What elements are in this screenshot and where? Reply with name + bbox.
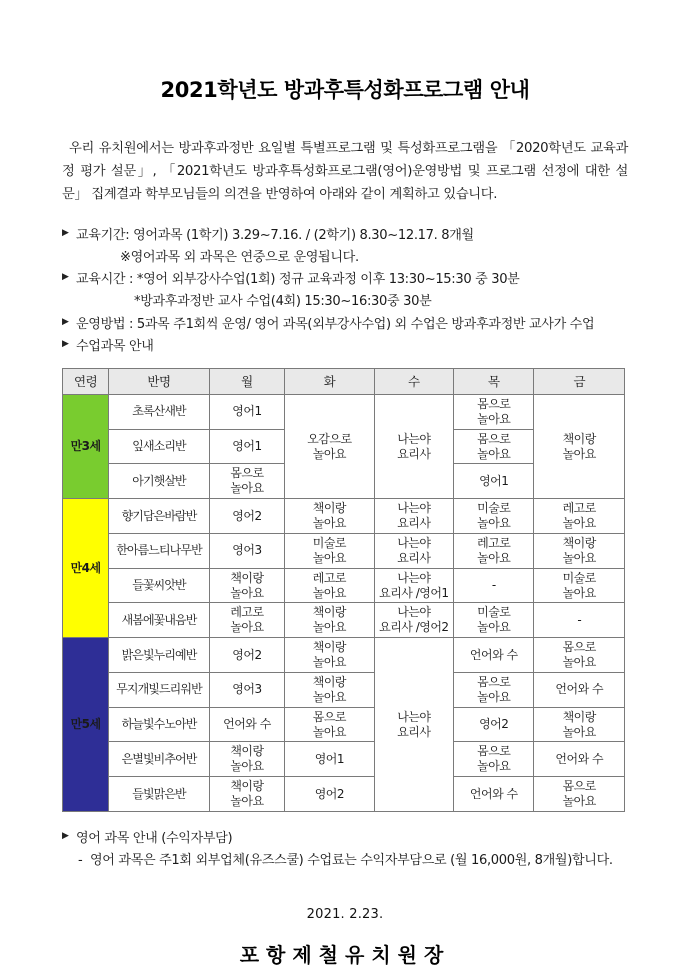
schedule-cell-fri: - <box>534 603 625 638</box>
class-name-cell: 들빛맑은반 <box>109 777 210 812</box>
schedule-cell-fri: 언어와 수 <box>534 672 625 707</box>
table-row <box>63 638 625 673</box>
bullet-item-time <box>62 269 628 290</box>
bullet-time-note: *방과후과정반 교사 수업(4회) 15:30~16:30중 30분 <box>134 294 432 310</box>
schedule-cell-mon: 영어1 <box>209 394 284 429</box>
schedule-cell-mon: 영어3 <box>209 672 284 707</box>
table-header-row <box>63 368 625 394</box>
bullet-item-period <box>62 225 628 246</box>
bullet-list <box>62 207 628 357</box>
bullet-time-text: 교육시간 : *영어 외부강사수업(1회) 정규 교육과정 이후 13:30~15:30 중 30분 <box>76 272 520 288</box>
triangle-bullet-icon: ▶ <box>62 227 69 238</box>
class-name-cell: 한아름느티나무반 <box>109 533 210 568</box>
english-notice-detail-row <box>62 850 628 871</box>
schedule-cell-wed: 나는야 요리사 <box>374 394 453 498</box>
age-group-cell: 만3세 <box>63 394 109 498</box>
schedule-cell-wed: 나는야 요리사 /영어1 <box>374 568 453 603</box>
col-header-thu: 목 <box>454 368 534 394</box>
class-name-cell: 무지개빛드리워반 <box>109 672 210 707</box>
dash-bullet-icon: - <box>78 853 83 869</box>
schedule-table-head <box>63 368 625 394</box>
english-notice-detail: 영어 과목은 주1회 외부업체(유즈스쿨) 수업료는 수익자부담으로 (월 16,000원, 8개월)합니다. <box>90 853 613 869</box>
class-name-cell: 초록산새반 <box>109 394 210 429</box>
english-notice-block <box>62 812 628 871</box>
schedule-cell-thu: - <box>454 568 534 603</box>
schedule-cell-mon: 책이랑 놀아요 <box>209 568 284 603</box>
schedule-table <box>62 368 625 812</box>
schedule-cell-wed: 나는야 요리사 <box>374 499 453 534</box>
schedule-cell-thu: 언어와 수 <box>454 638 534 673</box>
schedule-cell-tue: 책이랑 놀아요 <box>285 499 374 534</box>
table-row <box>63 568 625 603</box>
schedule-cell-fri: 언어와 수 <box>534 742 625 777</box>
class-name-cell: 향기담은바람반 <box>109 499 210 534</box>
col-header-tue: 화 <box>285 368 374 394</box>
class-name-cell: 하늘빛수노아반 <box>109 707 210 742</box>
english-notice-heading: 영어 과목 안내 (수익자부담) <box>76 830 233 846</box>
triangle-bullet-icon: ▶ <box>62 338 69 349</box>
intro-paragraph: 우리 유치원에서는 방과후과정반 요일별 특별프로그램 및 특성화프로그램을 「2020학년도 교육과정 평가 설문」, 「2021학년도 방과후특성화프로그램(영어)운영방법 및 프로그램 선정에 대한 설문」 집계결과 학부모님들의 의견을 반영하여 아래와 같이 계획하고 있습니다. <box>62 141 628 202</box>
schedule-cell-tue: 몸으로 놀아요 <box>285 707 374 742</box>
table-row <box>63 499 625 534</box>
schedule-cell-fri: 레고로 놀아요 <box>534 499 625 534</box>
age-group-cell: 만4세 <box>63 499 109 638</box>
signature-name: 포항제철유치원장 <box>239 943 451 968</box>
schedule-cell-mon: 영어3 <box>209 533 284 568</box>
page-title: 2021학년도 방과후특성화프로그램 안내 <box>160 78 530 102</box>
age-group-cell: 만5세 <box>63 638 109 812</box>
col-header-age: 연령 <box>63 368 109 394</box>
schedule-cell-mon: 책이랑 놀아요 <box>209 742 284 777</box>
col-header-class-name: 반명 <box>109 368 210 394</box>
schedule-cell-tue: 영어1 <box>285 742 374 777</box>
schedule-cell-thu: 몸으로 놀아요 <box>454 672 534 707</box>
schedule-cell-mon: 영어1 <box>209 429 284 464</box>
schedule-cell-thu: 미술로 놀아요 <box>454 499 534 534</box>
schedule-cell-thu: 언어와 수 <box>454 777 534 812</box>
english-notice-heading-row <box>62 828 628 849</box>
schedule-cell-thu: 몸으로 놀아요 <box>454 429 534 464</box>
bullet-method-text: 운영방법 : 5과목 주1회씩 운영/ 영어 과목(외부강사수업) 외 수업은 방과후과정반 교사가 수업 <box>76 316 595 332</box>
schedule-cell-thu: 레고로 놀아요 <box>454 533 534 568</box>
schedule-cell-mon: 책이랑 놀아요 <box>209 777 284 812</box>
schedule-cell-fri: 몸으로 놀아요 <box>534 638 625 673</box>
bullet-period-note: ※영어과목 외 과목은 연중으로 운영됩니다. <box>120 249 359 265</box>
bullet-item-method <box>62 314 628 335</box>
schedule-cell-mon: 언어와 수 <box>209 707 284 742</box>
schedule-cell-mon: 몸으로 놀아요 <box>209 464 284 499</box>
schedule-cell-mon: 레고로 놀아요 <box>209 603 284 638</box>
class-name-cell: 아기햇살반 <box>109 464 210 499</box>
table-row <box>63 533 625 568</box>
schedule-cell-tue: 영어2 <box>285 777 374 812</box>
table-row <box>63 777 625 812</box>
table-row <box>63 707 625 742</box>
col-header-wed: 수 <box>374 368 453 394</box>
schedule-cell-tue: 오감으로 놀아요 <box>285 394 374 498</box>
bullet-subjects-heading-text: 수업과목 안내 <box>76 338 154 354</box>
class-name-cell: 밝은빛누리예반 <box>109 638 210 673</box>
col-header-fri: 금 <box>534 368 625 394</box>
schedule-cell-tue: 책이랑 놀아요 <box>285 638 374 673</box>
class-name-cell: 새봄에꽃내음반 <box>109 603 210 638</box>
schedule-cell-wed: 나는야 요리사 /영어2 <box>374 603 453 638</box>
schedule-cell-tue: 레고로 놀아요 <box>285 568 374 603</box>
schedule-cell-fri: 책이랑 놀아요 <box>534 533 625 568</box>
schedule-cell-tue: 책이랑 놀아요 <box>285 603 374 638</box>
schedule-cell-thu: 몸으로 놀아요 <box>454 394 534 429</box>
bullet-item-subjects-heading <box>62 336 628 357</box>
table-row <box>63 672 625 707</box>
table-row <box>63 603 625 638</box>
schedule-cell-wed: 나는야 요리사 <box>374 638 453 812</box>
schedule-cell-thu: 영어1 <box>454 464 534 499</box>
col-header-mon: 월 <box>209 368 284 394</box>
triangle-bullet-icon: ▶ <box>62 272 69 283</box>
schedule-cell-tue: 미술로 놀아요 <box>285 533 374 568</box>
class-name-cell: 들꽃씨앗반 <box>109 568 210 603</box>
class-name-cell: 잎새소리반 <box>109 429 210 464</box>
schedule-cell-thu: 영어2 <box>454 707 534 742</box>
schedule-cell-tue: 책이랑 놀아요 <box>285 672 374 707</box>
table-row <box>63 394 625 429</box>
schedule-cell-fri: 몸으로 놀아요 <box>534 777 625 812</box>
signature-date: 2021. 2.23. <box>306 907 384 923</box>
triangle-bullet-icon: ▶ <box>62 830 69 841</box>
table-row <box>63 742 625 777</box>
bullet-period-text: 교육기간: 영어과목 (1학기) 3.29~7.16. / (2학기) 8.30~12.17. 8개월 <box>76 227 474 243</box>
signature-block <box>62 871 628 968</box>
schedule-cell-thu: 미술로 놀아요 <box>454 603 534 638</box>
schedule-cell-mon: 영어2 <box>209 638 284 673</box>
schedule-cell-fri: 미술로 놀아요 <box>534 568 625 603</box>
schedule-cell-fri: 책이랑 놀아요 <box>534 707 625 742</box>
schedule-table-wrapper <box>62 358 628 812</box>
schedule-cell-mon: 영어2 <box>209 499 284 534</box>
schedule-cell-thu: 몸으로 놀아요 <box>454 742 534 777</box>
schedule-table-body <box>63 394 625 811</box>
schedule-cell-fri: 책이랑 놀아요 <box>534 394 625 498</box>
class-name-cell: 은별빛비추어반 <box>109 742 210 777</box>
schedule-cell-wed: 나는야 요리사 <box>374 533 453 568</box>
triangle-bullet-icon: ▶ <box>62 316 69 327</box>
